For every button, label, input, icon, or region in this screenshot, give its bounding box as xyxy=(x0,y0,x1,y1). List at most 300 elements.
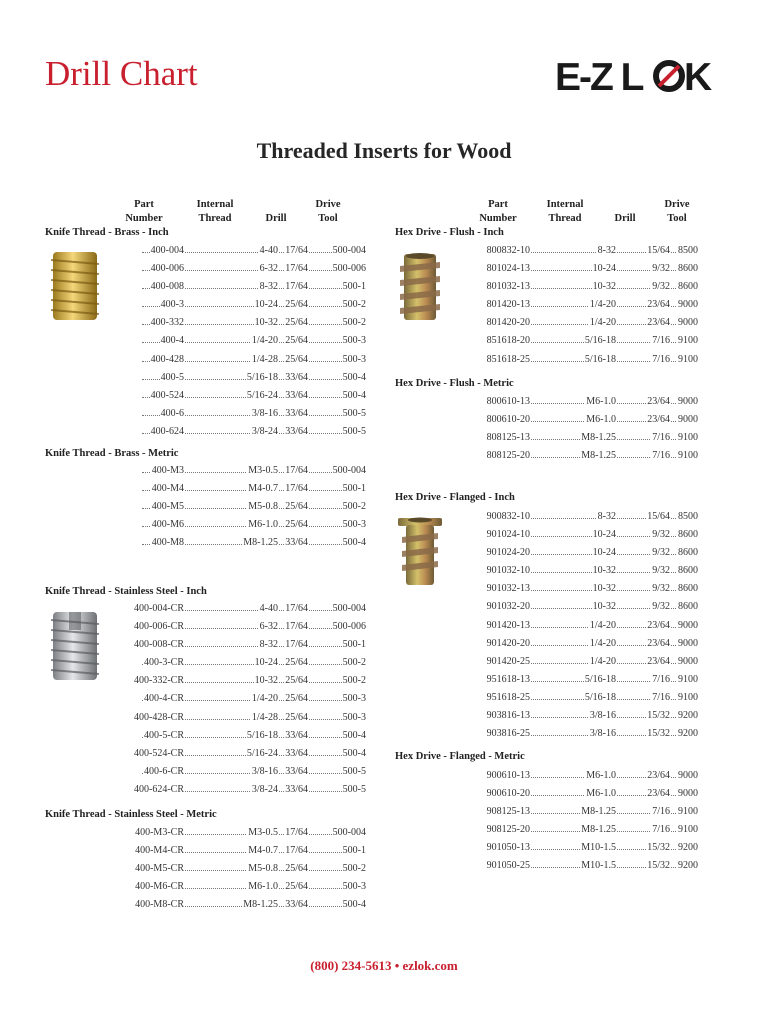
part-number: 400-332-CR xyxy=(134,675,184,687)
brass-insert-image xyxy=(45,248,105,324)
internal-thread: 8-32 xyxy=(597,511,616,522)
drive-tool: 9200 xyxy=(678,860,698,872)
drive-tool: 500-3 xyxy=(342,693,366,705)
table-row xyxy=(470,770,698,788)
part-number: 901024-20 xyxy=(486,547,530,559)
drive-tool: 500-2 xyxy=(342,299,366,311)
part-number: 851618-25 xyxy=(486,353,530,365)
table-row xyxy=(470,281,698,299)
part-number: 400-6-CR xyxy=(144,765,184,777)
internal-thread: M8-1.25 xyxy=(581,806,616,818)
header-thread-right: Internal Thread xyxy=(546,199,584,224)
drive-tool: 500-2 xyxy=(342,863,366,875)
part-number: 951618-25 xyxy=(486,691,530,703)
drive-tool: 500-5 xyxy=(342,765,366,777)
drive-tool: 500-004 xyxy=(332,603,366,614)
drive-tool: 500-5 xyxy=(342,425,366,437)
table-row xyxy=(470,728,698,746)
drive-tool: 500-4 xyxy=(342,747,366,759)
table-row xyxy=(116,245,366,263)
table-row xyxy=(116,372,366,390)
drill-size: 7/16 xyxy=(652,353,670,365)
footer-contact: (800) 234-5613 • ezlok.com xyxy=(310,958,458,973)
section-rows xyxy=(116,465,366,555)
drive-tool: 9200 xyxy=(678,842,698,854)
part-number: 400-M4 xyxy=(151,483,184,495)
section-title: Hex Drive - Flanged - Inch xyxy=(395,492,515,503)
drive-tool: 500-3 xyxy=(342,519,366,531)
internal-thread: M3-0.5 xyxy=(248,827,278,838)
part-number: 900832-10 xyxy=(486,511,530,522)
part-number: 400-624-CR xyxy=(134,783,184,795)
internal-thread: 1/4-20 xyxy=(589,655,616,667)
drill-size: 7/16 xyxy=(652,691,670,703)
drive-tool: 8500 xyxy=(678,511,698,522)
table-row xyxy=(116,881,366,899)
drill-size: 7/16 xyxy=(652,824,670,836)
drive-tool: 500-1 xyxy=(342,281,366,293)
internal-thread: M8-1.25 xyxy=(581,450,616,462)
section-title: Knife Thread - Stainless Steel - Inch xyxy=(45,586,207,597)
ezlok-logo xyxy=(555,56,719,96)
internal-thread: 1/4-28 xyxy=(251,711,278,723)
internal-thread: M4-0.7 xyxy=(248,483,278,495)
drill-size: 25/64 xyxy=(285,519,308,531)
internal-thread: 1/4-20 xyxy=(251,335,278,347)
drill-size: 17/64 xyxy=(285,263,308,275)
table-row xyxy=(116,621,366,639)
part-number: 400-624 xyxy=(150,425,184,437)
part-number: 800832-10 xyxy=(486,245,530,256)
table-row xyxy=(470,565,698,583)
stainless-insert-image xyxy=(45,608,105,684)
header-drill: Drill xyxy=(265,213,287,224)
drill-size: 7/16 xyxy=(652,450,670,462)
svg-text:K: K xyxy=(684,56,713,96)
part-number: 901024-10 xyxy=(486,529,530,541)
drill-size: 7/16 xyxy=(652,432,670,444)
part-number: 901050-25 xyxy=(486,860,530,872)
table-row xyxy=(470,788,698,806)
drill-size: 33/64 xyxy=(285,537,308,549)
part-number: 400-428-CR xyxy=(134,711,184,723)
drill-size: 25/64 xyxy=(285,657,308,669)
part-number: 801420-20 xyxy=(486,317,530,329)
table-row xyxy=(470,824,698,842)
drill-size: 9/32 xyxy=(652,263,670,275)
header-tool-right: Drive Tool xyxy=(664,199,690,224)
drill-size: 33/64 xyxy=(285,783,308,795)
drill-size: 25/64 xyxy=(285,881,308,893)
table-row xyxy=(116,863,366,881)
drive-tool: 8600 xyxy=(678,281,698,293)
table-row xyxy=(470,414,698,432)
drive-tool: 500-3 xyxy=(342,711,366,723)
table-row xyxy=(470,583,698,601)
drill-size: 33/64 xyxy=(285,765,308,777)
drive-tool: 9100 xyxy=(678,353,698,365)
drive-tool: 500-3 xyxy=(342,353,366,365)
part-number: 400-3 xyxy=(160,299,184,311)
internal-thread: M8-1.25 xyxy=(581,432,616,444)
internal-thread: 10-32 xyxy=(254,675,278,687)
table-row xyxy=(470,299,698,317)
part-number: 400-4-CR xyxy=(144,693,184,705)
table-row xyxy=(470,335,698,353)
drive-tool: 8600 xyxy=(678,263,698,275)
internal-thread: 3/8-16 xyxy=(589,728,616,740)
table-row xyxy=(116,730,366,748)
table-row xyxy=(116,639,366,657)
part-number: 400-5 xyxy=(160,371,184,383)
table-row xyxy=(116,657,366,675)
drive-tool: 9000 xyxy=(678,655,698,667)
drive-tool: 500-1 xyxy=(342,845,366,857)
table-row xyxy=(470,245,698,263)
table-row xyxy=(116,784,366,802)
internal-thread: 1/4-20 xyxy=(589,637,616,649)
table-row xyxy=(116,845,366,863)
table-row xyxy=(116,748,366,766)
drive-tool: 500-004 xyxy=(332,827,366,838)
internal-thread: 10-32 xyxy=(592,565,616,577)
drill-size: 15/64 xyxy=(647,245,670,256)
section-title: Knife Thread - Brass - Inch xyxy=(45,227,169,238)
page-subtitle: Threaded Inserts for Wood xyxy=(256,138,512,163)
part-number: 901032-13 xyxy=(486,583,530,595)
drive-tool: 500-2 xyxy=(342,657,366,669)
internal-thread: 10-24 xyxy=(592,263,616,275)
table-row xyxy=(116,675,366,693)
drive-tool: 500-3 xyxy=(342,335,366,347)
table-row xyxy=(470,529,698,547)
table-row xyxy=(116,335,366,353)
internal-thread: 3/8-16 xyxy=(589,710,616,722)
drive-tool: 500-2 xyxy=(342,317,366,329)
header-part: Part Number xyxy=(125,199,163,224)
drill-size: 15/64 xyxy=(647,511,670,522)
table-row xyxy=(116,766,366,784)
table-row xyxy=(470,511,698,529)
part-number: 400-006 xyxy=(150,263,184,275)
part-number: 400-004-CR xyxy=(134,603,184,614)
header-thread: Internal Thread xyxy=(196,199,234,224)
part-number: 400-3-CR xyxy=(144,657,184,669)
internal-thread: M10-1.5 xyxy=(581,860,616,872)
drive-tool: 500-1 xyxy=(342,483,366,495)
drive-tool: 500-4 xyxy=(342,899,366,911)
internal-thread: 5/16-18 xyxy=(584,691,616,703)
drill-size: 23/64 xyxy=(647,637,670,649)
part-number: 400-5-CR xyxy=(144,729,184,741)
section-rows xyxy=(470,511,698,746)
header-part-right: Part Number xyxy=(479,199,517,224)
drill-size: 23/64 xyxy=(647,770,670,781)
section-rows xyxy=(470,245,698,372)
drive-tool: 8600 xyxy=(678,583,698,595)
part-number: 901050-13 xyxy=(486,842,530,854)
part-number: 801032-13 xyxy=(486,281,530,293)
drive-tool: 9000 xyxy=(678,299,698,311)
part-number: 908125-20 xyxy=(486,824,530,836)
header-tool: Drive Tool xyxy=(315,199,341,224)
part-number: 400-332 xyxy=(150,317,184,329)
internal-thread: 3/8-16 xyxy=(251,407,278,419)
drive-tool: 8600 xyxy=(678,529,698,541)
table-row xyxy=(470,432,698,450)
part-number: 901420-13 xyxy=(486,619,530,631)
internal-thread: 10-24 xyxy=(254,657,278,669)
drive-tool: 500-4 xyxy=(342,729,366,741)
drill-size: 33/64 xyxy=(285,729,308,741)
drill-size: 9/32 xyxy=(652,583,670,595)
drill-size: 17/64 xyxy=(285,603,308,614)
drill-size: 33/64 xyxy=(285,747,308,759)
drill-size: 33/64 xyxy=(285,425,308,437)
drive-tool: 500-006 xyxy=(332,263,366,275)
part-number: 808125-20 xyxy=(486,450,530,462)
part-number: 900610-13 xyxy=(486,770,530,781)
internal-thread: 6-32 xyxy=(259,621,278,633)
table-row xyxy=(470,692,698,710)
internal-thread: 5/16-18 xyxy=(584,353,616,365)
drive-tool: 9200 xyxy=(678,728,698,740)
part-number: 400-M8 xyxy=(151,537,184,549)
drill-size: 23/64 xyxy=(647,396,670,407)
table-row xyxy=(470,450,698,468)
internal-thread: M6-1.0 xyxy=(586,414,616,426)
internal-thread: M6-1.0 xyxy=(586,770,616,781)
table-row xyxy=(470,842,698,860)
internal-thread: 10-24 xyxy=(254,299,278,311)
internal-thread: M6-1.0 xyxy=(248,881,278,893)
drive-tool: 500-004 xyxy=(332,465,366,476)
internal-thread: 5/16-18 xyxy=(246,371,278,383)
drive-tool: 9100 xyxy=(678,432,698,444)
internal-thread: M6-1.0 xyxy=(248,519,278,531)
table-row xyxy=(470,547,698,565)
table-row xyxy=(116,354,366,372)
drill-size: 9/32 xyxy=(652,565,670,577)
internal-thread: 10-24 xyxy=(592,547,616,559)
section-title: Hex Drive - Flush - Inch xyxy=(395,227,504,238)
part-number: 400-524-CR xyxy=(134,747,184,759)
internal-thread: 10-32 xyxy=(254,317,278,329)
table-row xyxy=(470,620,698,638)
internal-thread: 5/16-24 xyxy=(246,389,278,401)
drive-tool: 8600 xyxy=(678,547,698,559)
section-rows xyxy=(116,827,366,917)
part-number: 908125-13 xyxy=(486,806,530,818)
drill-size: 17/64 xyxy=(285,281,308,293)
drive-tool: 500-5 xyxy=(342,407,366,419)
drive-tool: 500-5 xyxy=(342,783,366,795)
internal-thread: 5/16-18 xyxy=(584,335,616,347)
internal-thread: 6-32 xyxy=(259,263,278,275)
drill-size: 23/64 xyxy=(647,619,670,631)
drill-size: 25/64 xyxy=(285,501,308,513)
drill-size: 17/64 xyxy=(285,639,308,651)
table-row xyxy=(116,501,366,519)
drill-size: 7/16 xyxy=(652,806,670,818)
internal-thread: M5-0.8 xyxy=(248,501,278,513)
svg-text:E-Z L: E-Z L xyxy=(555,56,643,96)
drive-tool: 500-006 xyxy=(332,621,366,633)
drill-size: 33/64 xyxy=(285,407,308,419)
drill-size: 23/64 xyxy=(647,317,670,329)
drill-size: 15/32 xyxy=(647,728,670,740)
drive-tool: 500-4 xyxy=(342,371,366,383)
drill-size: 9/32 xyxy=(652,281,670,293)
drive-tool: 9000 xyxy=(678,414,698,426)
drill-size: 15/32 xyxy=(647,710,670,722)
table-row xyxy=(116,537,366,555)
drill-size: 25/64 xyxy=(285,353,308,365)
part-number: 903816-25 xyxy=(486,728,530,740)
internal-thread: 10-24 xyxy=(592,529,616,541)
table-row xyxy=(116,317,366,335)
table-row xyxy=(470,638,698,656)
header-drill-right: Drill xyxy=(614,213,636,224)
part-number: 400-008-CR xyxy=(134,639,184,651)
drill-size: 17/64 xyxy=(285,245,308,256)
drill-size: 25/64 xyxy=(285,299,308,311)
part-number: 400-M5 xyxy=(151,501,184,513)
drive-tool: 9100 xyxy=(678,673,698,685)
table-row xyxy=(116,299,366,317)
table-row xyxy=(470,860,698,878)
internal-thread: 8-32 xyxy=(259,639,278,651)
drive-tool: 500-4 xyxy=(342,389,366,401)
part-number: 901032-10 xyxy=(486,565,530,577)
drive-tool: 9100 xyxy=(678,691,698,703)
table-row xyxy=(116,390,366,408)
section-rows xyxy=(116,245,366,444)
internal-thread: M4-0.7 xyxy=(248,845,278,857)
internal-thread: 4-40 xyxy=(259,603,278,614)
internal-thread: M10-1.5 xyxy=(581,842,616,854)
internal-thread: M5-0.8 xyxy=(248,863,278,875)
internal-thread: 3/8-24 xyxy=(251,425,278,437)
part-number: 400-M6-CR xyxy=(135,881,184,893)
hex-flanged-insert-image xyxy=(398,515,442,589)
table-row xyxy=(116,519,366,537)
internal-thread: 8-32 xyxy=(597,245,616,256)
drive-tool: 9100 xyxy=(678,450,698,462)
drill-size: 17/64 xyxy=(285,483,308,495)
table-row xyxy=(116,465,366,483)
internal-thread: M8-1.25 xyxy=(243,537,278,549)
table-row xyxy=(116,693,366,711)
section-rows xyxy=(470,396,698,468)
table-row xyxy=(116,426,366,444)
table-row xyxy=(470,710,698,728)
part-number: 851618-20 xyxy=(486,335,530,347)
table-row xyxy=(470,806,698,824)
part-number: 400-M6 xyxy=(151,519,184,531)
part-number: 400-M4-CR xyxy=(135,845,184,857)
internal-thread: M3-0.5 xyxy=(248,465,278,476)
part-number: 808125-13 xyxy=(486,432,530,444)
part-number: 400-6 xyxy=(160,407,184,419)
part-number: 400-524 xyxy=(150,389,184,401)
part-number: 903816-13 xyxy=(486,710,530,722)
drill-size: 17/64 xyxy=(285,827,308,838)
internal-thread: 1/4-20 xyxy=(589,299,616,311)
part-number: 800610-13 xyxy=(486,396,530,407)
part-number: 400-006-CR xyxy=(134,621,184,633)
section-title: Hex Drive - Flush - Metric xyxy=(395,378,514,389)
table-row xyxy=(116,899,366,917)
internal-thread: 10-32 xyxy=(592,583,616,595)
table-row xyxy=(470,317,698,335)
drill-size: 25/64 xyxy=(285,693,308,705)
internal-thread: 1/4-28 xyxy=(251,353,278,365)
part-number: 951618-13 xyxy=(486,673,530,685)
part-number: 900610-20 xyxy=(486,788,530,800)
internal-thread: 10-32 xyxy=(592,601,616,613)
internal-thread: 8-32 xyxy=(259,281,278,293)
table-row xyxy=(470,656,698,674)
drive-tool: 500-2 xyxy=(342,501,366,513)
table-row xyxy=(116,263,366,281)
part-number: 400-004 xyxy=(150,245,184,256)
drill-size: 25/64 xyxy=(285,863,308,875)
drive-tool: 500-1 xyxy=(342,639,366,651)
page-title: Drill Chart xyxy=(45,54,198,93)
internal-thread: 1/4-20 xyxy=(589,619,616,631)
drill-size: 33/64 xyxy=(285,371,308,383)
section-title: Knife Thread - Brass - Metric xyxy=(45,448,179,459)
internal-thread: M6-1.0 xyxy=(586,788,616,800)
part-number: 400-008 xyxy=(150,281,184,293)
ezlok-logo-mark xyxy=(555,56,719,96)
table-row xyxy=(116,408,366,426)
internal-thread: 5/16-18 xyxy=(584,673,616,685)
part-number: 901420-25 xyxy=(486,655,530,667)
part-number: 901420-20 xyxy=(486,637,530,649)
internal-thread: 1/4-20 xyxy=(589,317,616,329)
drill-size: 15/32 xyxy=(647,860,670,872)
drill-size: 9/32 xyxy=(652,547,670,559)
drive-tool: 8600 xyxy=(678,601,698,613)
table-row xyxy=(470,674,698,692)
drive-tool: 9000 xyxy=(678,619,698,631)
drive-tool: 500-2 xyxy=(342,675,366,687)
drive-tool: 9000 xyxy=(678,788,698,800)
drive-tool: 500-004 xyxy=(332,245,366,256)
table-row xyxy=(116,281,366,299)
drill-size: 17/64 xyxy=(285,845,308,857)
hex-flush-insert-image xyxy=(398,250,442,324)
part-number: 400-428 xyxy=(150,353,184,365)
part-number: 800610-20 xyxy=(486,414,530,426)
section-title: Hex Drive - Flanged - Metric xyxy=(395,751,525,762)
drill-size: 23/64 xyxy=(647,414,670,426)
drill-size: 15/32 xyxy=(647,842,670,854)
drill-size: 25/64 xyxy=(285,711,308,723)
internal-thread: 3/8-24 xyxy=(251,783,278,795)
table-row xyxy=(470,354,698,372)
part-number: 400-M3-CR xyxy=(135,827,184,838)
drive-tool: 9200 xyxy=(678,710,698,722)
table-row xyxy=(470,263,698,281)
drive-tool: 9100 xyxy=(678,335,698,347)
table-row xyxy=(116,712,366,730)
table-row xyxy=(116,827,366,845)
drill-size: 25/64 xyxy=(285,317,308,329)
drive-tool: 9000 xyxy=(678,637,698,649)
